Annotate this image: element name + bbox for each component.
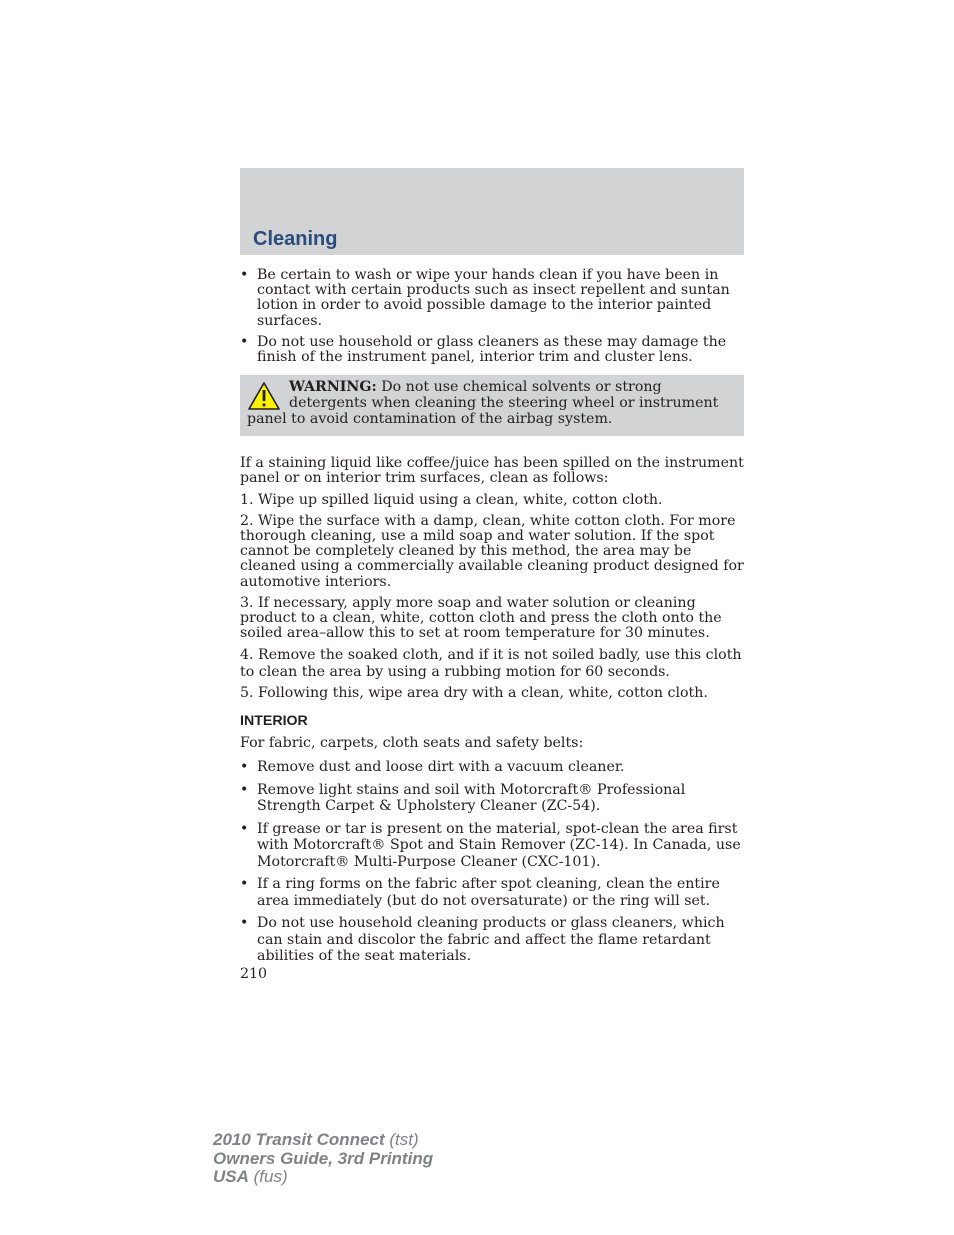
- bullet-text: Do not use household cleaning products or glass cleaners, which can stain and discolor the fabric and affect the flame retardant abilities of the seat materials.: [257, 915, 725, 965]
- interior-heading: INTERIOR: [240, 712, 308, 729]
- footer-line-1: [213, 1131, 433, 1150]
- warning-text: Do not use chemical solvents or strong detergents when cleaning the steering wheel or instrument panel to avoid contamination of the airbag system.: [247, 379, 719, 428]
- step-4: 4. Remove the soaked cloth, and if it is not soiled badly, use this cloth to clean the area by using a rubbing motion for 60 seconds.: [240, 647, 742, 680]
- interior-list: [240, 759, 744, 965]
- bullet-glyph: •: [240, 820, 249, 837]
- page-number: 210: [240, 965, 268, 982]
- bullet-text: If a ring forms on the fabric after spot cleaning, clean the entire area immediately (but do not oversaturate) or the ring will set.: [257, 876, 720, 909]
- bullet-glyph: •: [240, 915, 249, 932]
- bullet-text: Remove dust and loose dirt with a vacuum cleaner.: [257, 759, 625, 776]
- warning-label: WARNING:: [289, 379, 377, 396]
- bullet-text: Be certain to wash or wipe your hands clean if you have been in contact with certain products such as insect repellent and suntan lotion in order to avoid possible damage to the interior painted surfaces.: [257, 267, 730, 329]
- footer-line-3: [213, 1168, 433, 1187]
- footer-market-code: (fus): [248, 1167, 288, 1186]
- list-item: [240, 782, 744, 815]
- bullet-glyph: •: [240, 333, 249, 350]
- list-item: [240, 268, 744, 329]
- bullet-text: Do not use household or glass cleaners as these may damage the finish of the instrument panel, interior trim and cluster lens.: [257, 333, 727, 366]
- step-5: 5. Following this, wipe area dry with a clean, white, cotton cloth.: [240, 685, 708, 702]
- staining-intro: If a staining liquid like coffee/juice has been spilled on the instrument panel or on interior trim surfaces, clean as follows:: [240, 455, 744, 487]
- list-item: [240, 876, 744, 909]
- bullet-glyph: •: [240, 876, 249, 893]
- bullet-glyph: •: [240, 781, 249, 798]
- interior-intro: For fabric, carpets, cloth seats and safety belts:: [240, 734, 584, 751]
- step-2: 2. Wipe the surface with a damp, clean, white cotton cloth. For more thorough cleaning, use a mild soap and water solution. If the spot cannot be completely cleaned by this method, the area may be cleaned using a commercially available cleaning product designed for automotive interiors.: [240, 512, 744, 590]
- step-3: 3. If necessary, apply more soap and water solution or cleaning product to a clean, white, cotton cloth and press the cloth onto the soiled area–allow this to set at room temperature for 30 minutes.: [240, 594, 722, 642]
- footer-model-code: (tst): [384, 1130, 419, 1149]
- footer-line-2: Owners Guide, 3rd Printing: [213, 1148, 434, 1168]
- bullet-glyph: •: [240, 759, 249, 776]
- section-title: Cleaning: [253, 228, 338, 250]
- list-item: [240, 759, 744, 776]
- bullet-text: Remove light stains and soil with Motorcraft® Professional Strength Carpet & Upholstery Cleaner (ZC-54).: [257, 781, 686, 815]
- page-content: [240, 268, 744, 982]
- document-footer: [213, 1131, 433, 1187]
- footer-market: USA: [213, 1167, 249, 1186]
- warning-triangle-icon: [247, 381, 281, 411]
- list-item: [240, 915, 744, 965]
- bullet-text: If grease or tar is present on the material, spot-clean the area first with Motorcraft® Spot and Stain Remover (ZC-14). In Canada, use Motorcraft® Multi-Purpose Cleaner (CXC-101).: [257, 820, 741, 870]
- section-header: [240, 168, 744, 255]
- footer-model: 2010 Transit Connect: [213, 1130, 385, 1149]
- list-item: [240, 821, 744, 871]
- bullet-glyph: •: [240, 267, 249, 283]
- warning-box: [240, 375, 744, 436]
- step-1: 1. Wipe up spilled liquid using a clean, white, cotton cloth.: [240, 491, 663, 508]
- list-item: [240, 335, 744, 365]
